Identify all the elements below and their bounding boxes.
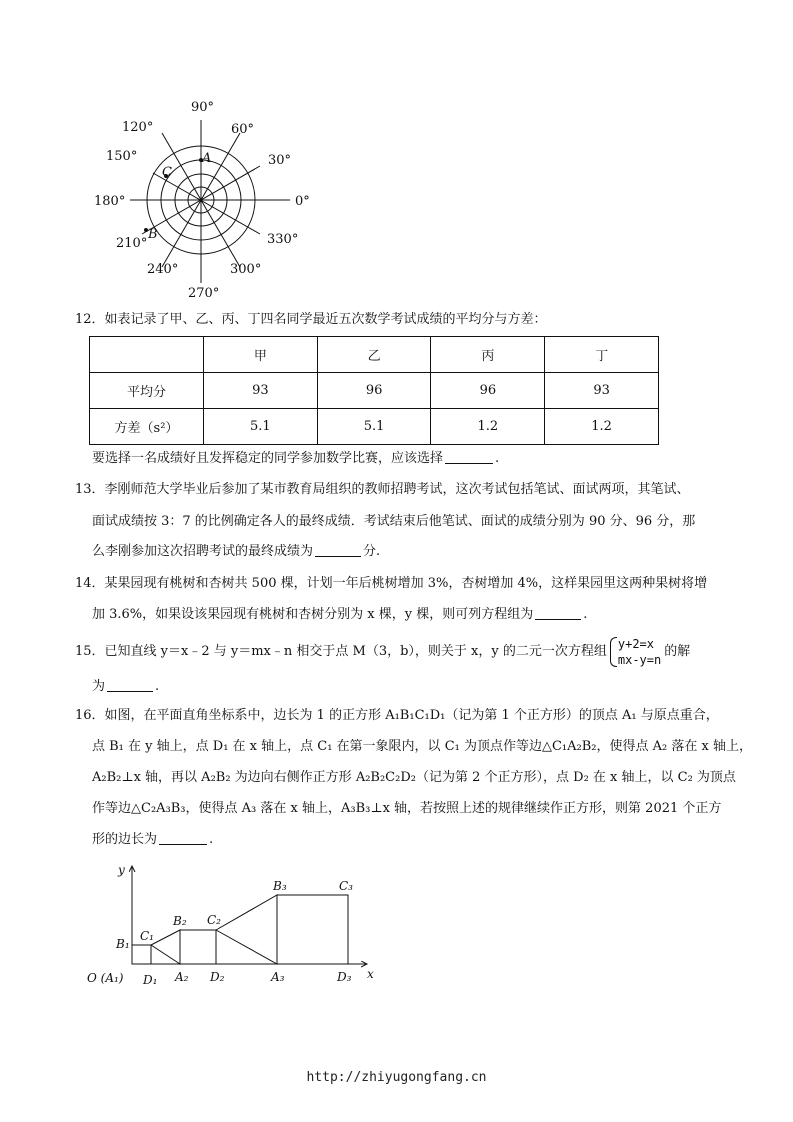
polar-diagram: [90, 95, 320, 305]
table-header-cell: 乙: [317, 337, 431, 373]
q13-line1: 13．李刚师范大学毕业后参加了某市教育局组织的教师招聘考试，这次考试包括笔试、面试两项，其笔试、: [75, 482, 690, 497]
q13-line3: [92, 542, 742, 562]
q12-after-text: 要选择一名成绩好且发挥稳定的同学参加数学比赛，应该选择: [92, 451, 444, 466]
q12-answer-blank[interactable]: [445, 449, 493, 464]
q14-answer-blank[interactable]: [535, 605, 581, 620]
q16-line1: 16．如图，在平面直角坐标系中，边长为 1 的正方形 A₁B₁C₁D₁（记为第 1 个正方形）的顶点 A₁ 与原点重合，: [75, 708, 719, 723]
q12-text: 12．如表记录了甲、乙、丙、丁四名同学最近五次数学考试成绩的平均分与方差：: [75, 312, 547, 327]
table-cell: 方差（s²）: [90, 409, 204, 445]
label-b2: B₂: [173, 914, 187, 928]
angle-270: 270°: [188, 286, 220, 301]
squares-figure: [85, 858, 385, 998]
angle-330: 330°: [267, 232, 299, 247]
equation-1: y+2=x: [617, 636, 654, 651]
triangle-1: [151, 930, 180, 964]
q13-line2: 面试成绩按 3：7 的比例确定各人的最终成绩．考试结束后他笔试、面试的成绩分别为 90 分、96 分，那: [92, 514, 696, 529]
q16-line2: 点 B₁ 在 y 轴上，点 D₁ 在 x 轴上，点 C₁ 在第一象限内，以 C₁ 为顶点作等边△C₁A₂B₂，使得点 A₂ 落在 x 轴上，: [92, 739, 752, 754]
table-cell: 96: [317, 373, 431, 409]
q16-line5-text: 形的边长为: [92, 832, 158, 847]
table-cell: 1.2: [545, 409, 659, 445]
table-row: [90, 409, 659, 445]
score-table: [89, 336, 659, 445]
angle-120: 120°: [122, 120, 154, 135]
label-d2: D₂: [210, 970, 225, 984]
angle-60: 60°: [231, 122, 255, 137]
label-d3: D₃: [337, 970, 352, 984]
q15-line1: [75, 635, 725, 669]
angle-150: 150°: [106, 149, 138, 164]
table-cell: 93: [545, 373, 659, 409]
label-a: A: [202, 151, 212, 166]
angle-180: 180°: [94, 194, 126, 209]
square-2: [180, 930, 216, 964]
q15-line2-text: 为: [92, 679, 106, 694]
label-d1: D₁: [143, 973, 158, 987]
q15-answer-blank[interactable]: [107, 677, 153, 692]
table-cell: 93: [203, 373, 317, 409]
angle-210: 210°: [116, 236, 148, 251]
q14-line2: [92, 605, 742, 625]
angle-90: 90°: [191, 100, 215, 115]
table-cell: 1.2: [431, 409, 545, 445]
y-axis-label: y: [118, 863, 125, 877]
q13-answer-blank[interactable]: [315, 542, 361, 557]
equation-system: [610, 636, 661, 668]
label-b: B: [148, 227, 158, 242]
q13-end: 分.: [363, 544, 381, 559]
q15-line1-text: 15．已知直线 y＝x﹣2 与 y＝mx﹣n 相交于点 M（3，b），则关于 x，y 的二元一次方程组: [75, 644, 607, 659]
label-a2: A₂: [175, 970, 189, 984]
q16-line5: [92, 830, 742, 850]
square-1: [132, 945, 151, 964]
label-c2: C₂: [207, 913, 221, 927]
angle-0: 0°: [295, 194, 310, 209]
label-c3: C₃: [339, 879, 353, 893]
label-c: C: [162, 165, 172, 180]
label-b3: B₃: [273, 879, 287, 893]
table-cell: 5.1: [203, 409, 317, 445]
q16-answer-blank[interactable]: [159, 830, 207, 845]
table-row: [90, 373, 659, 409]
table-header-cell: 丁: [545, 337, 659, 373]
triangle-2: [216, 895, 277, 964]
table-cell: 96: [431, 373, 545, 409]
label-a3: A₃: [271, 970, 285, 984]
equation-2: mx-y=n: [617, 652, 662, 667]
table-cell: 平均分: [90, 373, 204, 409]
q16-line4: 作等边△C₂A₃B₃，使得点 A₃ 落在 x 轴上，A₃B₃⊥x 轴，若按照上述的规律继续作正方形，则第 2021 个正方: [92, 801, 722, 816]
table-header-cell: 丙: [431, 337, 545, 373]
q12-answer-line: [92, 449, 742, 469]
q16-end: .: [209, 832, 214, 847]
angle-300: 300°: [230, 262, 262, 277]
x-axis-label: x: [367, 967, 374, 981]
origin-label: O (A₁): [87, 971, 124, 985]
q16-line3: A₂B₂⊥x 轴，再以 A₂B₂ 为边向右侧作正方形 A₂B₂C₂D₂（记为第 2 个正方形），点 D₂ 在 x 轴上，以 C₂ 为顶点: [92, 770, 736, 785]
footer-url[interactable]: http://zhiyugongfang.cn: [306, 1070, 487, 1085]
q13-line3-text: 么李刚参加这次招聘考试的最终成绩为: [92, 544, 314, 559]
table-header-cell: 甲: [203, 337, 317, 373]
q12-end: .: [495, 451, 500, 466]
angle-240: 240°: [147, 262, 179, 277]
table-header-row: [90, 337, 659, 373]
q14-line1: 14．某果园现有桃树和杏树共 500 棵，计划一年后桃树增加 3%，杏树增加 4%，这样果园里这两种果树将增: [75, 576, 708, 591]
angle-30: 30°: [268, 153, 292, 168]
table-header-cell: [90, 337, 204, 373]
label-c1: C₁: [140, 929, 154, 943]
square-3: [277, 895, 348, 964]
table-cell: 5.1: [317, 409, 431, 445]
q14-line2-text: 加 3.6%，如果设该果园现有桃树和杏树分别为 x 棵，y 棵，则可列方程组为: [92, 607, 534, 622]
label-b1: B₁: [116, 937, 130, 951]
q15-end: .: [155, 679, 160, 694]
q15-line1-end: 的解: [664, 644, 691, 659]
q15-line2: [92, 677, 742, 697]
q14-end: .: [583, 607, 588, 622]
